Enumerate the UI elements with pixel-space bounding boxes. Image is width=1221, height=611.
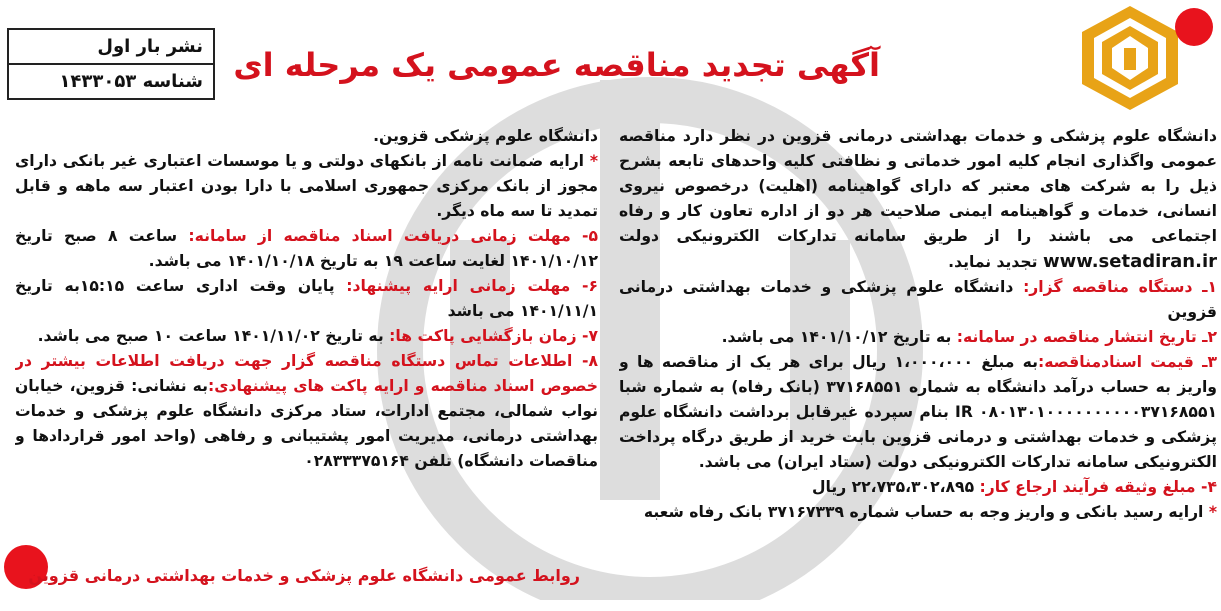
item-1 bbox=[619, 275, 1217, 325]
item-3-text: به مبلغ ۱،۰۰۰،۰۰۰ ریال برای هر یک از مناقصه ها و واریز به حساب درآمد دانشگاه به شماره ۳۷۱۶۸۵۵۱ (بانک رفاه) به شماره شبا ۰۸۰۱۳۰۱۰۰۰۰۰۰۰۰۰۰۳۷۱۶۸۵۵۱ bbox=[619, 353, 1217, 421]
item-2 bbox=[619, 325, 1217, 350]
item-3-text2: بنام سپرده غیرقابل برداشت دانشگاه علوم پزشکی و خدمات بهداشتی و درمانی قزوین بابت خرید از طریق درگاه پرداخت الکترونیکی سامانه تدارکات الکترونیکی دولت (ستاد ایران) می باشد. bbox=[619, 403, 1217, 471]
item-6 bbox=[15, 274, 598, 324]
university-logo-icon bbox=[1080, 4, 1180, 112]
item-4c-text: ارایه ضمانت نامه از بانکهای دولتی و یا موسسات اعتباری غیر بانکی دارای مجوز از بانک مرکزی جمهوری اسلامی با دارا بودن اعتبار سه ماهه و قابل تمدید تا سه ماه دیگر. bbox=[15, 152, 598, 220]
item-5 bbox=[15, 224, 598, 274]
intro-ending: تجدید نماید. bbox=[948, 253, 1038, 271]
column-right bbox=[619, 124, 1217, 604]
column-left bbox=[15, 124, 598, 544]
decor-dot-top bbox=[1175, 8, 1213, 46]
footer-public-relations: روابط عمومی دانشگاه علوم پزشکی و خدمات بهداشتی درمانی قزوین bbox=[28, 566, 580, 585]
item-1-text: دانشگاه علوم پزشکی و خدمات بهداشتی درمانی قزوین bbox=[619, 278, 1217, 321]
item-2-text: به تاریخ ۱۴۰۱/۱۰/۱۲ می باشد. bbox=[721, 328, 957, 346]
iban-prefix: IR bbox=[955, 403, 973, 421]
publish-label: نشر بار اول bbox=[97, 36, 203, 57]
item-4c bbox=[15, 149, 598, 224]
item-7-label: ۷- زمان بازگشایی پاکت ها: bbox=[389, 327, 598, 345]
item-7 bbox=[15, 324, 598, 349]
intro-text: دانشگاه علوم پزشکی و خدمات بهداشتی درمانی قزوین در نظر دارد مناقصه عمومی واگذاری انجام کلیه امور خدماتی و نظافتی کلیه واحدهای تابعه بشرح ذیل را به شرکت های معتبر که دارای گواهینامه (اهلیت) درخصوص نیروی انسانی، خدمات و گواهینامه ایمنی صلاحیت هر دو از اداره تعاون کار و رفاه اجتماعی می باشند را از طریق سامانه تدارکات الکترونیکی دولت bbox=[619, 127, 1217, 245]
website-link[interactable]: www.setadiran.ir bbox=[1042, 251, 1217, 272]
item-4-label: ۴- مبلغ وثیقه فرآیند ارجاع کار: bbox=[979, 478, 1217, 496]
notice-id: شناسه ۱۴۳۳۰۵۳ bbox=[9, 63, 213, 98]
page-title: آگهی تجدید مناقصه عمومی یک مرحله ای bbox=[233, 46, 880, 84]
item-1-label: ۱ـ دستگاه مناقصه گزار: bbox=[1023, 278, 1217, 296]
item-4-text: ۲۲،۷۳۵،۳۰۲،۸۹۵ ریال bbox=[811, 478, 980, 496]
item-7-text: به تاریخ ۱۴۰۱/۱۱/۰۲ ساعت ۱۰ صبح می باشد. bbox=[37, 327, 390, 345]
intro-paragraph bbox=[619, 124, 1217, 275]
item-8-label: ۸- اطلاعات تماس دستگاه مناقصه گزار جهت دریافت اطلاعات بیشتر در خصوص اسناد مناقصه و ارایه پاکت های پیشنهادی: bbox=[15, 352, 598, 395]
continuation-text: دانشگاه علوم پزشکی قزوین. bbox=[373, 127, 598, 145]
publication-box bbox=[7, 28, 215, 100]
item-4c-star: * bbox=[589, 152, 598, 170]
item-8 bbox=[15, 349, 598, 474]
item-4b-text: ارایه رسید بانکی و واریز وجه به حساب شماره ۳۷۱۶۷۳۳۹ بانک رفاه شعبه bbox=[643, 503, 1209, 521]
item-4 bbox=[619, 475, 1217, 500]
item-4b-star: * bbox=[1208, 503, 1217, 521]
item-4b bbox=[619, 500, 1217, 525]
item-3-label: ۳ـ قیمت اسنادمناقصه: bbox=[1037, 353, 1217, 371]
item-2-label: ۲ـ تاریخ انتشار مناقصه در سامانه: bbox=[956, 328, 1217, 346]
item-6-label: ۶- مهلت زمانی ارایه پیشنهاد: bbox=[346, 277, 598, 295]
item-3 bbox=[619, 350, 1217, 475]
item-5-text: ساعت ۸ صبح تاریخ ۱۴۰۱/۱۰/۱۲ لغایت ساعت ۱۹ به تاریخ ۱۴۰۱/۱۰/۱۸ می باشد. bbox=[15, 227, 598, 270]
item-6-text: پایان وقت اداری ساعت ۱۵:۱۵به تاریخ ۱۴۰۱/۱۱/۱ می باشد bbox=[15, 277, 598, 320]
item-5-label: ۵- مهلت زمانی دریافت اسناد مناقصه از سامانه: bbox=[188, 227, 598, 245]
item-8-text: به نشانی: قزوین، خیابان نواب شمالی، مجتمع ادارات، ستاد مرکزی دانشگاه علوم پزشکی و خدمات بهداشتی درمانی، مدیریت امور پشتیبانی و رفاهی (واحد امور قراردادها و مناقصات دانشگاه) تلفن ۰۲۸۳۳۳۷۵۱۶۴ bbox=[15, 377, 598, 470]
